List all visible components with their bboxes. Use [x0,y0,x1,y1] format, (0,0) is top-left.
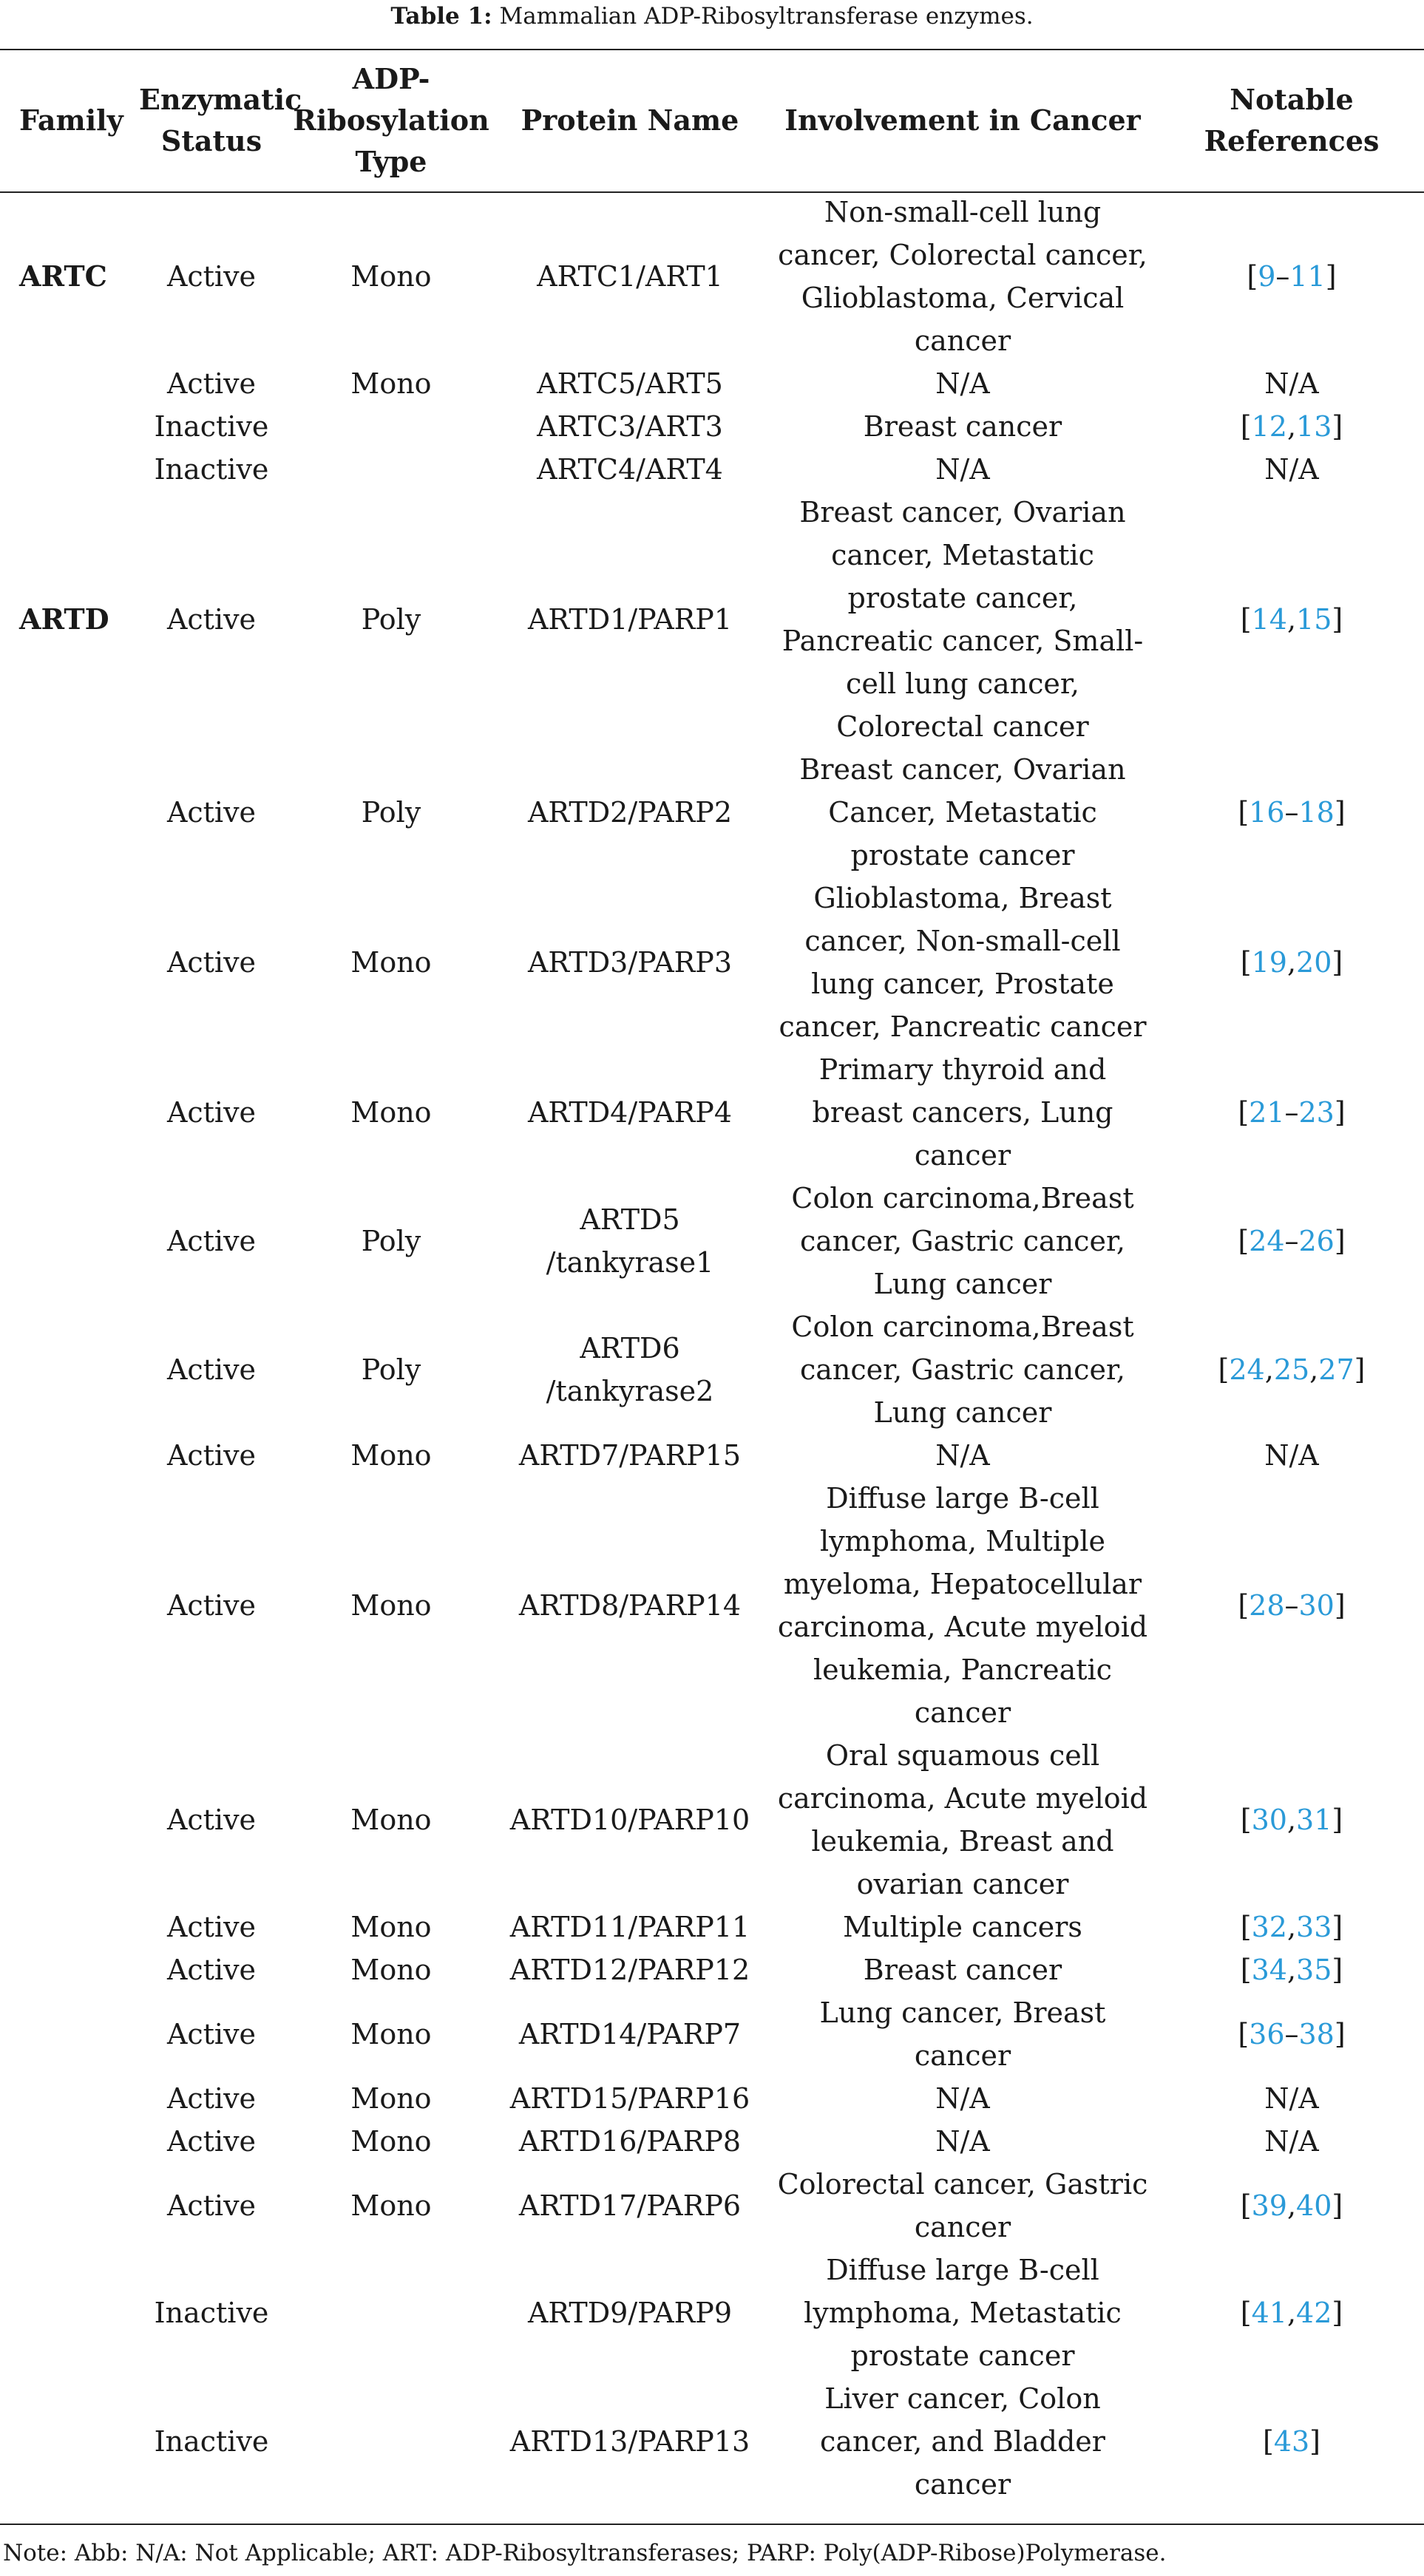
cell-enzymatic-status: Active [166,1439,257,1472]
cell-cancer-involvement: N/A [935,367,990,400]
cell-ribosylation-type: Mono [350,260,432,293]
cell-family [0,1177,135,1305]
reference-link[interactable]: 28 [1249,1589,1285,1622]
cell-cancer-involvement: Breast cancer [863,410,1062,443]
table-row [0,2249,1424,2377]
cell-cancer-involvement: Breast cancer, Ovarian cancer, Metastatic prostate cancer, Pancreatic cancer, Small-cell lung cancer, Colorectal cancer [781,496,1144,743]
reference-link[interactable]: 11 [1289,260,1326,293]
cell-protein-name: ARTD5 /tankyrase1 [546,1203,714,1279]
enzymes-table [0,50,1424,2506]
cell-enzymatic-status: Active [166,1096,257,1129]
cell-enzymatic-status: Inactive [154,453,269,486]
reference-link[interactable]: 25 [1273,1353,1310,1386]
cell-family [0,1434,135,1477]
table-row [0,1177,1424,1305]
cell-enzymatic-status: Inactive [154,410,269,443]
reference-link[interactable]: 42 [1296,2297,1332,2329]
reference-link[interactable]: 30 [1298,1589,1335,1622]
cell-ribosylation-type [288,2249,494,2377]
cell-references: [30,31] [1240,1804,1343,1836]
cell-ribosylation-type: Mono [350,1439,432,1472]
cell-protein-name: ARTC5/ART5 [537,367,723,400]
reference-link[interactable]: 38 [1298,2018,1335,2050]
header-type-line3: Type [355,145,427,178]
reference-link[interactable]: 16 [1249,796,1285,829]
cell-ribosylation-type: Mono [350,367,432,400]
cell-cancer-involvement: N/A [935,1439,990,1472]
header-protein-name: Protein Name [521,103,739,137]
cell-protein-name: ARTD17/PARP6 [518,2189,742,2222]
cell-protein-name: ARTD14/PARP7 [518,2018,742,2050]
cell-enzymatic-status: Active [166,1804,257,1836]
header-row [0,50,1424,191]
cell-family [0,2377,135,2506]
cell-protein-name: ARTD16/PARP8 [518,2125,742,2158]
cell-cancer-involvement: Diffuse large B-cell lymphoma, Metastatic prostate cancer [804,2254,1122,2372]
cell-references: N/A [1264,2125,1319,2158]
table-row [0,1305,1424,1434]
table-row [0,1477,1424,1734]
cell-references: [34,35] [1240,1954,1343,1986]
cell-references: [21–23] [1238,1096,1346,1129]
cell-enzymatic-status: Active [166,260,257,293]
cell-family [0,1477,135,1734]
caption-text: Mammalian ADP-Ribosyltransferase enzymes. [492,3,1034,30]
cell-protein-name: ARTC3/ART3 [537,410,723,443]
reference-link[interactable]: 12 [1251,410,1287,443]
cell-protein-name: ARTC4/ART4 [537,453,723,486]
reference-link[interactable]: 33 [1296,1911,1332,1943]
reference-link[interactable]: 19 [1251,946,1287,979]
reference-link[interactable]: 24 [1229,1353,1265,1386]
cell-family [0,748,135,877]
cell-enzymatic-status: Active [166,603,257,636]
cell-protein-name: ARTD8/PARP14 [518,1589,742,1622]
cell-family [0,2120,135,2163]
table-row [0,448,1424,491]
cell-family [0,1948,135,1991]
cell-family [0,2077,135,2120]
table-row [0,2163,1424,2249]
cell-enzymatic-status: Active [166,1911,257,1943]
cell-family [0,1734,135,1906]
header-refs-line2: References [1204,124,1380,157]
cell-ribosylation-type: Poly [361,796,421,829]
cell-enzymatic-status: Active [166,1225,257,1257]
cell-enzymatic-status: Active [166,796,257,829]
cell-enzymatic-status: Active [166,2189,257,2222]
table-body [0,191,1424,2506]
cell-references: [19,20] [1240,946,1343,979]
reference-link[interactable]: 39 [1251,2189,1287,2222]
cell-ribosylation-type: Poly [361,1225,421,1257]
cell-cancer-involvement: Colon carcinoma,Breast cancer, Gastric cancer, Lung cancer [791,1311,1134,1429]
table-row [0,877,1424,1048]
cell-cancer-involvement: Glioblastoma, Breast cancer, Non-small-cell lung cancer, Prostate cancer, Pancreatic cancer [779,882,1147,1043]
table-row [0,2077,1424,2120]
table-row [0,2377,1424,2506]
cell-references: [12,13] [1240,410,1343,443]
reference-link[interactable]: 27 [1318,1353,1355,1386]
cell-ribosylation-type: Poly [361,603,421,636]
cell-cancer-involvement: Lung cancer, Breast cancer [819,1996,1106,2072]
cell-references: [9–11] [1247,260,1337,293]
cell-protein-name: ARTD4/PARP4 [527,1096,733,1129]
cell-cancer-involvement: Primary thyroid and breast cancers, Lung cancer [812,1053,1113,1172]
reference-link[interactable]: 9 [1258,260,1276,293]
cell-family [0,1906,135,1948]
cell-references: [24–26] [1238,1225,1346,1257]
header-status-line1: Enzymatic [139,83,302,116]
cell-ribosylation-type: Mono [350,1589,432,1622]
cell-references: [36–38] [1238,2018,1346,2050]
table-row [0,191,1424,362]
cell-cancer-involvement: Oral squamous cell carcinoma, Acute myeloid leukemia, Breast and ovarian cancer [777,1739,1148,1900]
cell-references: N/A [1264,367,1319,400]
header-enzymatic-status [135,50,302,191]
cell-protein-name: ARTD3/PARP3 [527,946,733,979]
cell-family [0,1048,135,1177]
cell-references: [16–18] [1238,796,1346,829]
table-row [0,1991,1424,2077]
cell-protein-name: ARTD1/PARP1 [527,603,733,636]
cell-family: ARTC [19,259,107,293]
cell-cancer-involvement: Colon carcinoma,Breast cancer, Gastric cancer, Lung cancer [791,1182,1134,1300]
reference-link[interactable]: 41 [1251,2297,1287,2329]
header-ribosylation-type [288,50,494,191]
table-row [0,748,1424,877]
cell-ribosylation-type: Mono [350,2018,432,2050]
cell-cancer-involvement: Colorectal cancer, Gastric cancer [777,2168,1148,2243]
cell-protein-name: ARTD12/PARP12 [509,1954,750,1986]
reference-link[interactable]: 26 [1298,1225,1335,1257]
header-cancer-involvement: Involvement in Cancer [784,103,1141,137]
cell-ribosylation-type [288,405,494,448]
cell-family [0,2249,135,2377]
cell-references: [24,25,27] [1218,1353,1366,1386]
cell-ribosylation-type: Mono [350,2082,432,2115]
cell-enzymatic-status: Active [166,2125,257,2158]
cell-protein-name: ARTC1/ART1 [537,260,723,293]
reference-link[interactable]: 20 [1296,946,1332,979]
cell-enzymatic-status: Inactive [154,2425,269,2458]
reference-link[interactable]: 30 [1251,1804,1287,1836]
header-refs-line1: Notable [1230,83,1354,116]
cell-cancer-involvement: N/A [935,2125,990,2158]
cell-protein-name: ARTD10/PARP10 [509,1804,750,1836]
cell-ribosylation-type [288,2377,494,2506]
cell-cancer-involvement: Multiple cancers [843,1911,1082,1943]
table-row [0,1948,1424,1991]
reference-link[interactable]: 14 [1251,603,1287,636]
cell-protein-name: ARTD7/PARP15 [518,1439,742,1472]
reference-link[interactable]: 13 [1296,410,1332,443]
cell-ribosylation-type: Mono [350,946,432,979]
cell-protein-name: ARTD2/PARP2 [527,796,733,829]
cell-enzymatic-status: Active [166,1589,257,1622]
cell-enzymatic-status: Active [166,1353,257,1386]
cell-family [0,448,135,491]
caption-label: Table 1: [390,3,492,30]
reference-link[interactable]: 31 [1296,1804,1332,1836]
cell-cancer-involvement: N/A [935,453,990,486]
cell-enzymatic-status: Active [166,2018,257,2050]
cell-references: [41,42] [1240,2297,1343,2329]
table-row [0,1434,1424,1477]
cell-cancer-involvement: Diffuse large B-cell lymphoma, Multiple myeloma, Hepatocellular carcinoma, Acute myeloid leukemia, Pancreatic cancer [777,1482,1148,1729]
cell-family [0,1991,135,2077]
cell-enzymatic-status: Active [166,946,257,979]
cell-family [0,1305,135,1434]
cell-enzymatic-status: Active [166,1954,257,1986]
cell-references: [43] [1262,2425,1320,2458]
reference-link[interactable]: 32 [1251,1911,1287,1943]
table-bottom-rule [0,2524,1424,2525]
cell-references: [32,33] [1240,1911,1343,1943]
cell-ribosylation-type: Mono [350,1954,432,1986]
cell-protein-name: ARTD9/PARP9 [527,2297,733,2329]
cell-enzymatic-status: Active [166,2082,257,2115]
table-row [0,491,1424,748]
cell-references: [28–30] [1238,1589,1346,1622]
cell-ribosylation-type: Poly [361,1353,421,1386]
cell-family [0,877,135,1048]
cell-protein-name: ARTD6 /tankyrase2 [546,1332,714,1407]
cell-family [0,405,135,448]
table-caption [0,0,1424,30]
reference-link[interactable]: 23 [1298,1096,1335,1129]
cell-ribosylation-type: Mono [350,1804,432,1836]
header-type-line1: ADP- [352,62,430,95]
cell-references: N/A [1264,2082,1319,2115]
cell-cancer-involvement: N/A [935,2082,990,2115]
cell-protein-name: ARTD11/PARP11 [509,1911,750,1943]
table-row [0,2120,1424,2163]
reference-link[interactable]: 15 [1296,603,1332,636]
cell-ribosylation-type: Mono [350,2125,432,2158]
cell-protein-name: ARTD13/PARP13 [509,2425,750,2458]
header-type-line2: Ribosylation [293,103,489,137]
cell-ribosylation-type: Mono [350,1096,432,1129]
table-row [0,1906,1424,1948]
cell-family [0,362,135,405]
table-row [0,1734,1424,1906]
cell-cancer-involvement: Breast cancer, Ovarian Cancer, Metastatic prostate cancer [799,753,1126,871]
reference-link[interactable]: 43 [1273,2425,1310,2458]
cell-ribosylation-type: Mono [350,2189,432,2222]
header-notable-references [1159,50,1424,191]
table-row [0,1048,1424,1177]
table-row [0,362,1424,405]
reference-link[interactable]: 36 [1249,2018,1285,2050]
reference-link[interactable]: 18 [1298,796,1335,829]
cell-cancer-involvement: Non-small-cell lung cancer, Colorectal cancer, Glioblastoma, Cervical cancer [778,196,1147,357]
cell-ribosylation-type: Mono [350,1911,432,1943]
table-header [0,50,1424,191]
cell-enzymatic-status: Active [166,367,257,400]
cell-references: N/A [1264,1439,1319,1472]
cell-family [0,2163,135,2249]
table-row [0,405,1424,448]
reference-link[interactable]: 34 [1251,1954,1287,1986]
header-family: Family [19,103,123,137]
reference-link[interactable]: 24 [1249,1225,1285,1257]
cell-protein-name: ARTD15/PARP16 [509,2082,750,2115]
header-status-line2: Status [160,124,262,157]
cell-family: ARTD [19,602,109,636]
cell-cancer-involvement: Liver cancer, Colon cancer, and Bladder cancer [820,2382,1105,2501]
cell-enzymatic-status: Inactive [154,2297,269,2329]
reference-link[interactable]: 21 [1249,1096,1285,1129]
cell-ribosylation-type [288,448,494,491]
cell-cancer-involvement: Breast cancer [863,1954,1062,1986]
cell-references: N/A [1264,453,1319,486]
cell-references: [39,40] [1240,2189,1343,2222]
reference-link[interactable]: 40 [1296,2189,1332,2222]
table-note: Note: Abb: N/A: Not Applicable; ART: ADP-Ribosyltransferases; PARP: Poly(ADP-Ribose)Polymerase. [3,2540,1167,2566]
reference-link[interactable]: 35 [1296,1954,1332,1986]
cell-references: [14,15] [1240,603,1343,636]
